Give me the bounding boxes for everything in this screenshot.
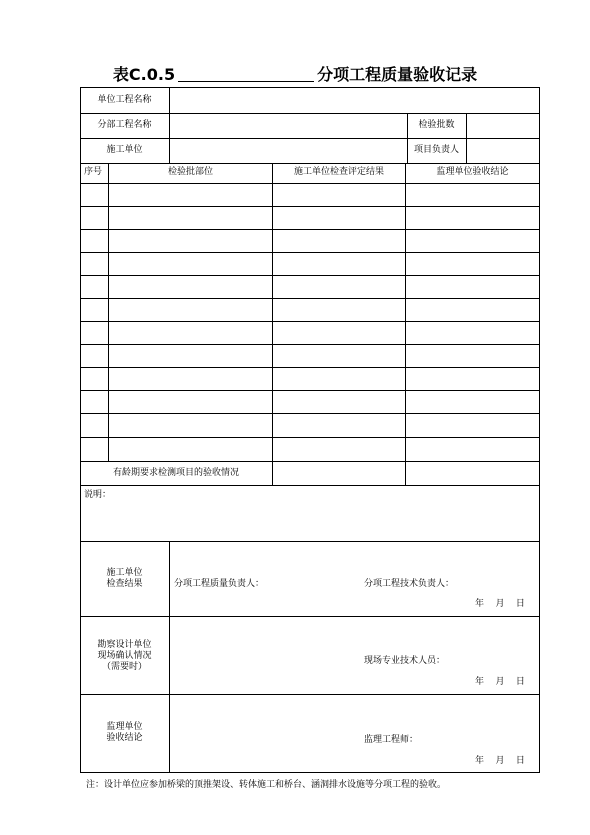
- rule-col-location: [272, 163, 273, 461]
- rule-col-no: [108, 163, 109, 461]
- rule-header-label-col: [169, 87, 170, 163]
- construction-quality-leader-signature: 分项工程质量负责人：: [174, 579, 265, 589]
- page-title: [0, 62, 590, 85]
- rule-signoff-2: [80, 694, 540, 695]
- remarks-label: 说明：: [84, 490, 112, 500]
- rule-row-2: [80, 229, 540, 230]
- supervision-engineer-signature: 监理工程师：: [364, 735, 419, 745]
- rule-header-3: [80, 163, 540, 164]
- construction-check-label: 施工单位 检查结果: [106, 568, 143, 589]
- rule-age-test-col-1: [272, 461, 273, 485]
- rule-row-11: [80, 437, 540, 438]
- rule-row-5: [80, 298, 540, 299]
- rule-age-test-col-2: [405, 461, 406, 485]
- supervision-date: 年 月 日: [475, 756, 525, 766]
- rule-row-3: [80, 252, 540, 253]
- construction-date: 年 月 日: [475, 599, 525, 609]
- age-test-label: 有龄期要求检测项目的验收情况: [112, 468, 239, 478]
- column-header-contractor-result: 施工单位检查评定结果: [293, 167, 384, 177]
- survey-date: 年 月 日: [475, 677, 525, 687]
- title-blank-line: [178, 65, 314, 82]
- column-header-batch-location: 检验批部位: [167, 167, 213, 177]
- rule-signoff-1: [80, 616, 540, 617]
- title-prefix: 表C.0.5: [112, 65, 176, 84]
- border-top: [80, 87, 540, 88]
- rule-col-result: [405, 163, 406, 461]
- rule-age-test: [80, 485, 540, 486]
- footnote: 注：设计单位应参加桥梁的顶推架设、转体施工和桥台、涵洞排水设施等分项工程的验收。: [86, 780, 447, 790]
- rule-header-2: [80, 138, 540, 139]
- rule-header-1: [80, 113, 540, 114]
- title-suffix: 分项工程质量验收记录: [317, 65, 478, 84]
- survey-site-technician-signature: 现场专业技术人员：: [364, 656, 446, 666]
- rule-header-right-label-right: [466, 113, 467, 163]
- survey-design-confirmation-label: 勘察设计单位 现场确认情况 （需要时）: [97, 640, 152, 672]
- supervision-conclusion-label: 监理单位 验收结论: [106, 722, 143, 743]
- rule-row-4: [80, 275, 540, 276]
- rule-row-12: [80, 461, 540, 462]
- border-right: [539, 87, 540, 773]
- border-bottom: [80, 772, 540, 773]
- rule-row-1: [80, 206, 540, 207]
- inspection-form: [80, 87, 540, 773]
- construction-technical-leader-signature: 分项工程技术负责人：: [364, 579, 455, 589]
- column-header-no: 序号: [84, 167, 103, 177]
- rule-column-header: [80, 183, 540, 184]
- rule-row-8: [80, 367, 540, 368]
- rule-remarks: [80, 541, 540, 542]
- rule-row-10: [80, 413, 540, 414]
- label-sub-project-name: 分部工程名称: [97, 120, 152, 130]
- label-project-leader: 项目负责人: [413, 145, 459, 155]
- rule-signoff-label-col: [169, 541, 170, 773]
- label-unit-project-name: 单位工程名称: [97, 95, 152, 105]
- rule-row-9: [80, 390, 540, 391]
- column-header-supervisor-conclusion: 监理单位验收结论: [436, 167, 509, 177]
- rule-row-6: [80, 321, 540, 322]
- rule-row-7: [80, 344, 540, 345]
- label-inspection-batch-count: 检验批数: [418, 120, 455, 130]
- label-construction-unit: 施工单位: [106, 145, 143, 155]
